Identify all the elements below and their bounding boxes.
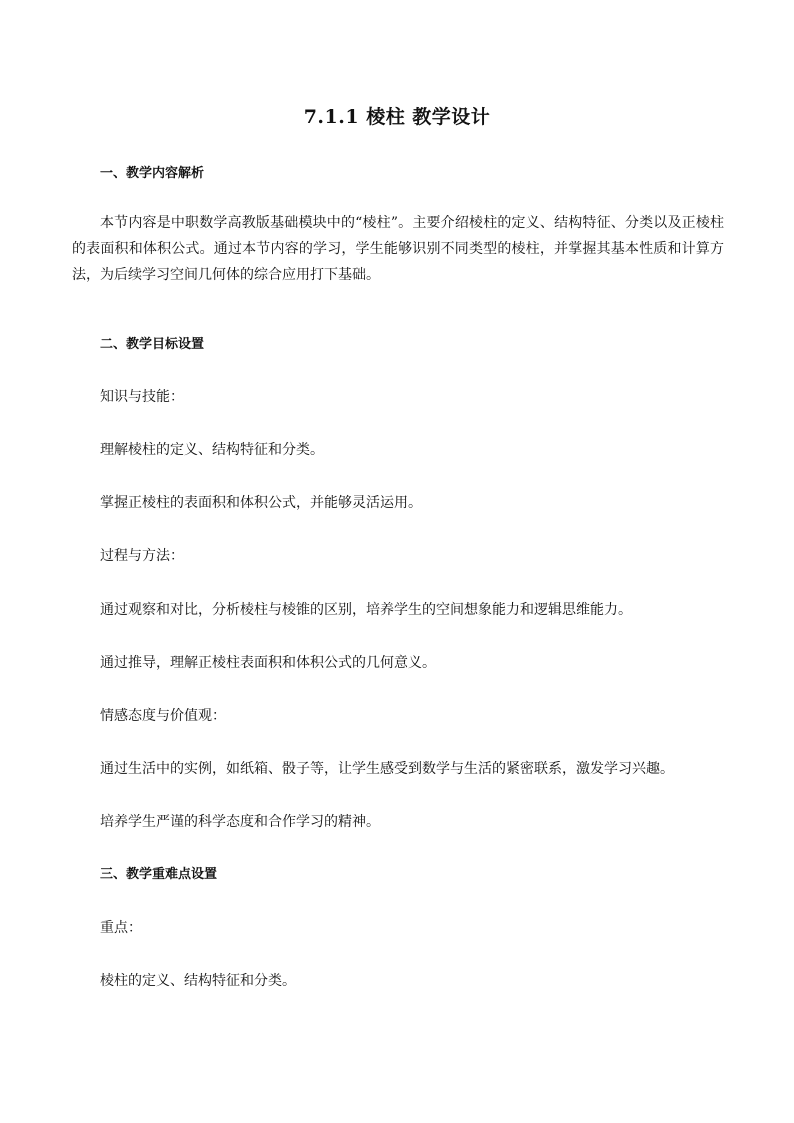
- section-heading-teaching-objectives: 二、教学目标设置: [100, 337, 205, 352]
- knowledge-item-2: 掌握正棱柱的表面积和体积公式，并能够灵活运用。: [100, 495, 422, 511]
- process-item-2: 通过推导，理解正棱柱表面积和体积公式的几何意义。: [100, 655, 436, 671]
- knowledge-skills-label: 知识与技能：: [100, 389, 184, 405]
- content-analysis-paragraph: 本节内容是中职数学高教版基础模块中的“棱柱”。主要介绍棱柱的定义、结构特征、分类以及正棱柱的表面积和体积公式。通过本节内容的学习，学生能够识别不同类型的棱柱，并掌握其基本性质和计算方法，为后续学习空间几何体的综合应用打下基础。: [72, 215, 724, 283]
- process-methods-label: 过程与方法：: [100, 548, 184, 564]
- document-title: 7.1.1 棱柱 教学设计: [303, 106, 491, 128]
- process-item-1: 通过观察和对比，分析棱柱与棱锥的区别，培养学生的空间想象能力和逻辑思维能力。: [100, 602, 632, 618]
- section-heading-content-analysis: 一、教学内容解析: [100, 166, 205, 181]
- section-heading-key-points: 三、教学重难点设置: [100, 867, 218, 882]
- key-points-label: 重点：: [100, 920, 142, 936]
- knowledge-item-1: 理解棱柱的定义、结构特征和分类。: [100, 442, 324, 458]
- emotion-values-label: 情感态度与价值观：: [100, 708, 226, 724]
- emotion-item-1: 通过生活中的实例，如纸箱、骰子等，让学生感受到数学与生活的紧密联系，激发学习兴趣。: [100, 761, 674, 777]
- emotion-item-2: 培养学生严谨的科学态度和合作学习的精神。: [100, 814, 380, 830]
- key-point-item-1: 棱柱的定义、结构特征和分类。: [100, 973, 296, 989]
